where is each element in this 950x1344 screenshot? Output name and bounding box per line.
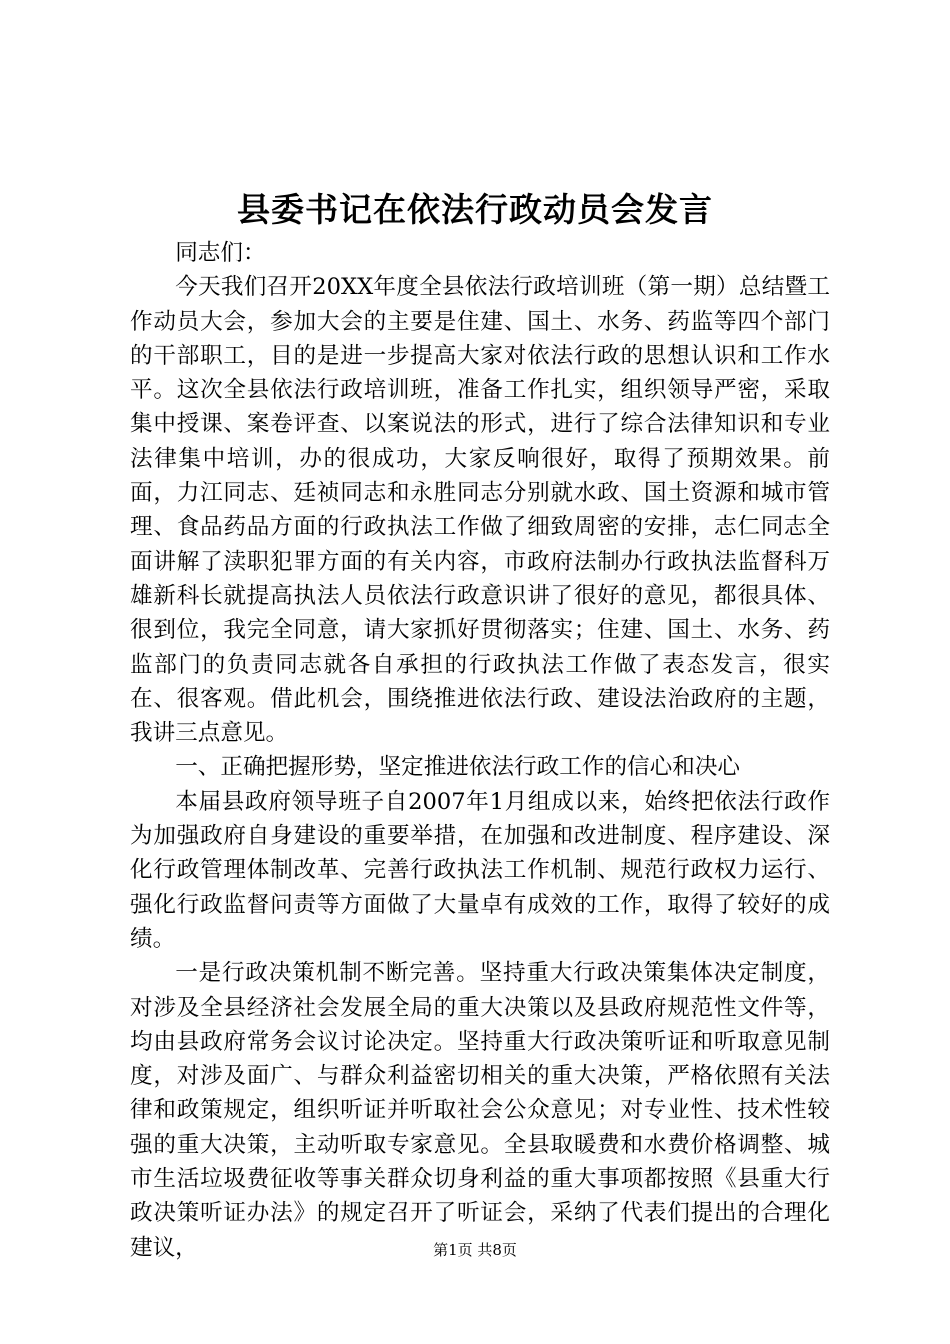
document-body bbox=[130, 236, 830, 1265]
document-title: 县委书记在依法行政动员会发言 bbox=[237, 190, 713, 229]
section-heading-one: 一、正确把握形势，坚定推进依法行政工作的信心和决心 bbox=[175, 754, 741, 781]
paragraph-decision-mechanism: 一是行政决策机制不断完善。坚持重大行政决策集体决定制度，对涉及全县经济社会发展全局的重大决策以及县政府规范性文件等，均由县政府常务会议讨论决定。坚持重大行政决策听证和听取意见制度，对涉及面广、与群众利益密切相关的重大决策，严格依照有关法律和政策规定，组织听证并听取社会公众意见；对专业性、技术性较强的重大决策，主动听取专家意见。全县取暖费和水费价格调整、城市生活垃圾费征收等事关群众切身利益的重大事项都按照《县重大行政决策听证办法》的规定召开了听证会，采纳了代表们提出的合理化建议， bbox=[130, 960, 830, 1261]
paragraph-salutation: 同志们： bbox=[175, 240, 266, 266]
paragraph-section-one-overview: 本届县政府领导班子自2007年1月组成以来，始终把依法行政作为加强政府自身建设的重要举措，在加强和改进制度、程序建设、深化行政管理体制改革、完善行政执法工作机制、规范行政权力运行、强化行政监督问责等方面做了大量卓有成效的工作，取得了较好的成绩。 bbox=[130, 788, 830, 952]
paragraph-intro: 今天我们召开20XX年度全县依法行政培训班（第一期）总结暨工作动员大会，参加大会的主要是住建、国土、水务、药监等四个部门的干部职工，目的是进一步提高大家对依法行政的思想认识和工作水平。这次全县依法行政培训班，准备工作扎实，组织领导严密，采取集中授课、案卷评查、以案说法的形式，进行了综合法律知识和专业法律集中培训，办的很成功，大家反响很好，取得了预期效果。前面，力江同志、廷祯同志和永胜同志分别就水政、国土资源和城市管理、食品药品方面的行政执法工作做了细致周密的安排，志仁同志全面讲解了渎职犯罪方面的有关内容，市政府法制办行政执法监督科万雄新科长就提高执法人员依法行政意识讲了很好的意见，都很具体、很到位，我完全同意，请大家抓好贯彻落实；住建、国土、水务、药监部门的负责同志就各自承担的行政执法工作做了表态发言，很实在、很客观。借此机会，围绕推进依法行政、建设法治政府的主题，我讲三点意见。 bbox=[130, 274, 830, 747]
page-footer: 第1页 共8页 bbox=[433, 1241, 517, 1259]
